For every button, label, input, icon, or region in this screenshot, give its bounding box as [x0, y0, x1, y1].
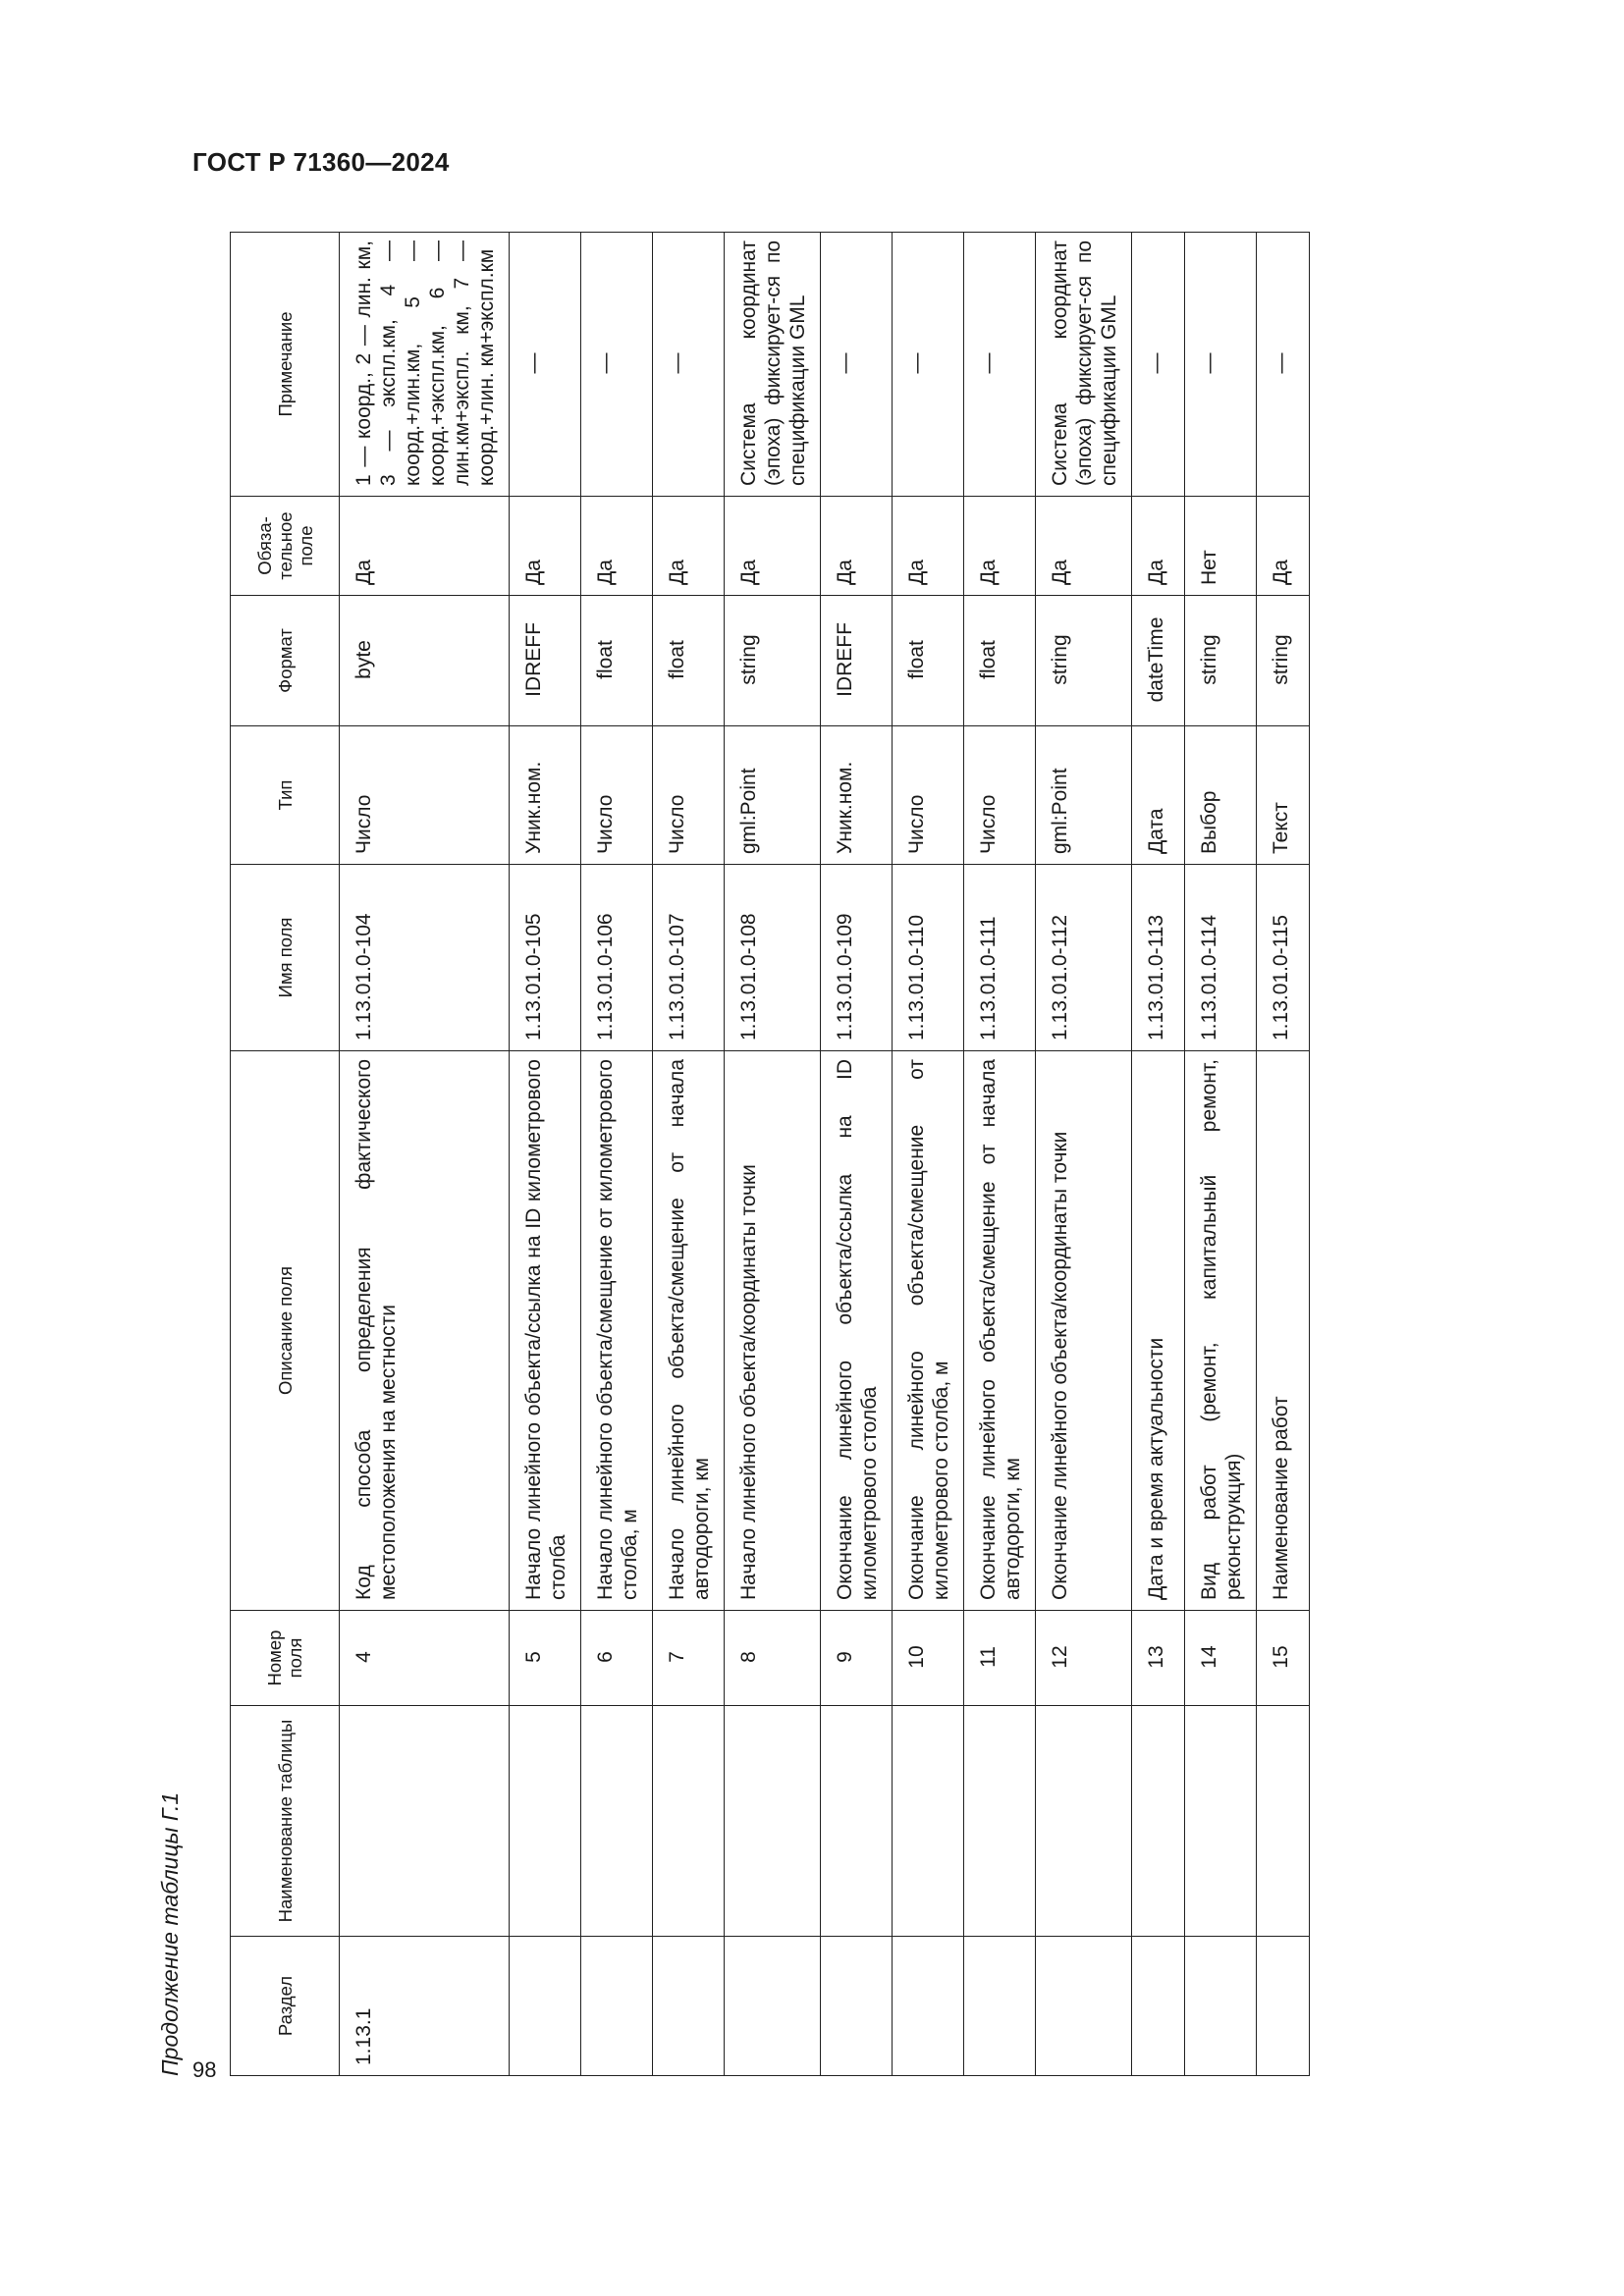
cell-format: float: [893, 596, 964, 726]
cell-format: byte: [340, 596, 510, 726]
cell-field-name: 1.13.01.0-113: [1132, 865, 1185, 1051]
cell-field-name: 1.13.01.0-109: [821, 865, 893, 1051]
cell-field-description: Окончание линейного объекта/смещение от километрового столба, м: [893, 1051, 964, 1611]
rotated-table-area: [155, 233, 1483, 2076]
cell-field-description: Окончание линейного объекта/ссылка на ID километрового столба: [821, 1051, 893, 1611]
cell-format: string: [725, 596, 821, 726]
cell-note: —: [1185, 233, 1257, 497]
cell-field-description: Начало линейного объекта/смещение от километрового столба, м: [581, 1051, 653, 1611]
cell-required: Да: [893, 497, 964, 596]
cell-section: [725, 1937, 821, 2076]
cell-type: Число: [653, 726, 725, 865]
cell-note: —: [510, 233, 581, 497]
cell-note: —: [581, 233, 653, 497]
cell-type: gml:Point: [1036, 726, 1132, 865]
cell-format: string: [1185, 596, 1257, 726]
cell-field-description: Начало линейного объекта/смещение от начала автодороги, км: [653, 1051, 725, 1611]
cell-table-name: [964, 1706, 1036, 1937]
cell-required: Да: [510, 497, 581, 596]
cell-type: Дата: [1132, 726, 1185, 865]
table-caption: Продолжение таблицы Г.1: [157, 1791, 183, 2076]
cell-type: Текст: [1257, 726, 1310, 865]
cell-required: Да: [1036, 497, 1132, 596]
cell-field-name: 1.13.01.0-105: [510, 865, 581, 1051]
cell-table-name: [581, 1706, 653, 1937]
cell-required: Нет: [1185, 497, 1257, 596]
cell-type: Число: [893, 726, 964, 865]
cell-type: gml:Point: [725, 726, 821, 865]
cell-field-description: Код способа определения фактического местоположения на местности: [340, 1051, 510, 1611]
cell-type: Уник.ном.: [821, 726, 893, 865]
cell-note: —: [893, 233, 964, 497]
cell-required: Да: [821, 497, 893, 596]
cell-section: [1132, 1937, 1185, 2076]
cell-field-number: 5: [510, 1611, 581, 1706]
cell-section: [1036, 1937, 1132, 2076]
header-cell: Имя поля: [231, 865, 340, 1051]
table-row: [581, 233, 653, 2076]
cell-note: 1 — коорд., 2 — лин. км, 3 — экспл.км, 4 — коорд.+лин.км, 5 — коорд.+экспл.км, 6 — лин.км+экспл. км, 7 — коорд.+лин. км+экспл.км: [340, 233, 510, 497]
cell-format: IDREFF: [821, 596, 893, 726]
table-row: [725, 233, 821, 2076]
cell-type: Уник.ном.: [510, 726, 581, 865]
cell-section: [1185, 1937, 1257, 2076]
cell-section: [821, 1937, 893, 2076]
header-cell: Примечание: [231, 233, 340, 497]
header-cell: Номер поля: [231, 1611, 340, 1706]
table-row: [821, 233, 893, 2076]
cell-type: Число: [340, 726, 510, 865]
cell-field-description: Окончание линейного объекта/смещение от начала автодороги, км: [964, 1051, 1036, 1611]
cell-note: Система координат (эпоха) фиксирует-ся по спецификации GML: [1036, 233, 1132, 497]
table-body: [340, 233, 1310, 2076]
cell-note: —: [653, 233, 725, 497]
cell-table-name: [1132, 1706, 1185, 1937]
document-title: ГОСТ Р 71360—2024: [192, 147, 450, 177]
header-cell: Описание поля: [231, 1051, 340, 1611]
cell-required: Да: [581, 497, 653, 596]
cell-required: Да: [1132, 497, 1185, 596]
table-row: [893, 233, 964, 2076]
cell-field-number: 7: [653, 1611, 725, 1706]
cell-note: —: [964, 233, 1036, 497]
cell-field-number: 4: [340, 1611, 510, 1706]
table-row: [510, 233, 581, 2076]
cell-field-description: Начало линейного объекта/координаты точки: [725, 1051, 821, 1611]
table-row: [1132, 233, 1185, 2076]
cell-format: string: [1036, 596, 1132, 726]
data-table: [230, 232, 1310, 2076]
cell-field-description: Дата и время актуальности: [1132, 1051, 1185, 1611]
cell-table-name: [510, 1706, 581, 1937]
cell-field-name: 1.13.01.0-104: [340, 865, 510, 1051]
cell-format: string: [1257, 596, 1310, 726]
cell-section: [893, 1937, 964, 2076]
header-cell: Наименование таблицы: [231, 1706, 340, 1937]
cell-note: —: [1257, 233, 1310, 497]
cell-note: Система координат (эпоха) фиксирует-ся по спецификации GML: [725, 233, 821, 497]
cell-required: Да: [340, 497, 510, 596]
header-cell: Формат: [231, 596, 340, 726]
header-cell: Тип: [231, 726, 340, 865]
cell-type: Число: [581, 726, 653, 865]
cell-field-name: 1.13.01.0-112: [1036, 865, 1132, 1051]
cell-field-number: 13: [1132, 1611, 1185, 1706]
cell-field-name: 1.13.01.0-107: [653, 865, 725, 1051]
cell-type: Число: [964, 726, 1036, 865]
cell-required: Да: [964, 497, 1036, 596]
cell-table-name: [1257, 1706, 1310, 1937]
cell-section: [510, 1937, 581, 2076]
cell-format: float: [581, 596, 653, 726]
cell-table-name: [725, 1706, 821, 1937]
table-header-row: [231, 233, 340, 2076]
cell-required: Да: [653, 497, 725, 596]
cell-format: IDREFF: [510, 596, 581, 726]
table-row: [964, 233, 1036, 2076]
cell-table-name: [1036, 1706, 1132, 1937]
cell-table-name: [653, 1706, 725, 1937]
cell-field-name: 1.13.01.0-114: [1185, 865, 1257, 1051]
cell-field-description: Вид работ (ремонт, капитальный ремонт, реконструкция): [1185, 1051, 1257, 1611]
table-row: [340, 233, 510, 2076]
cell-format: float: [653, 596, 725, 726]
cell-required: Да: [725, 497, 821, 596]
cell-field-number: 15: [1257, 1611, 1310, 1706]
cell-section: [1257, 1937, 1310, 2076]
cell-section: [581, 1937, 653, 2076]
cell-format: float: [964, 596, 1036, 726]
cell-field-number: 6: [581, 1611, 653, 1706]
cell-field-number: 8: [725, 1611, 821, 1706]
cell-field-number: 14: [1185, 1611, 1257, 1706]
table-row: [1036, 233, 1132, 2076]
cell-type: Выбор: [1185, 726, 1257, 865]
cell-field-number: 11: [964, 1611, 1036, 1706]
cell-note: —: [821, 233, 893, 497]
cell-field-description: Наименование работ: [1257, 1051, 1310, 1611]
table-row: [1185, 233, 1257, 2076]
cell-field-name: 1.13.01.0-111: [964, 865, 1036, 1051]
cell-field-name: 1.13.01.0-108: [725, 865, 821, 1051]
cell-table-name: [1185, 1706, 1257, 1937]
cell-field-description: Начало линейного объекта/ссылка на ID километрового столба: [510, 1051, 581, 1611]
cell-field-description: Окончание линейного объекта/координаты точки: [1036, 1051, 1132, 1611]
cell-field-name: 1.13.01.0-110: [893, 865, 964, 1051]
cell-field-number: 10: [893, 1611, 964, 1706]
table-row: [653, 233, 725, 2076]
cell-field-name: 1.13.01.0-115: [1257, 865, 1310, 1051]
cell-field-number: 12: [1036, 1611, 1132, 1706]
cell-section: [653, 1937, 725, 2076]
cell-note: —: [1132, 233, 1185, 497]
cell-table-name: [893, 1706, 964, 1937]
table-row: [1257, 233, 1310, 2076]
cell-required: Да: [1257, 497, 1310, 596]
cell-field-name: 1.13.01.0-106: [581, 865, 653, 1051]
cell-table-name: [340, 1706, 510, 1937]
cell-field-number: 9: [821, 1611, 893, 1706]
cell-table-name: [821, 1706, 893, 1937]
cell-format: dateTime: [1132, 596, 1185, 726]
header-cell: Обяза-тельное поле: [231, 497, 340, 596]
page-number: 98: [192, 2057, 217, 2082]
header-cell: Раздел: [231, 1937, 340, 2076]
cell-section: [964, 1937, 1036, 2076]
cell-section: 1.13.1: [340, 1937, 510, 2076]
